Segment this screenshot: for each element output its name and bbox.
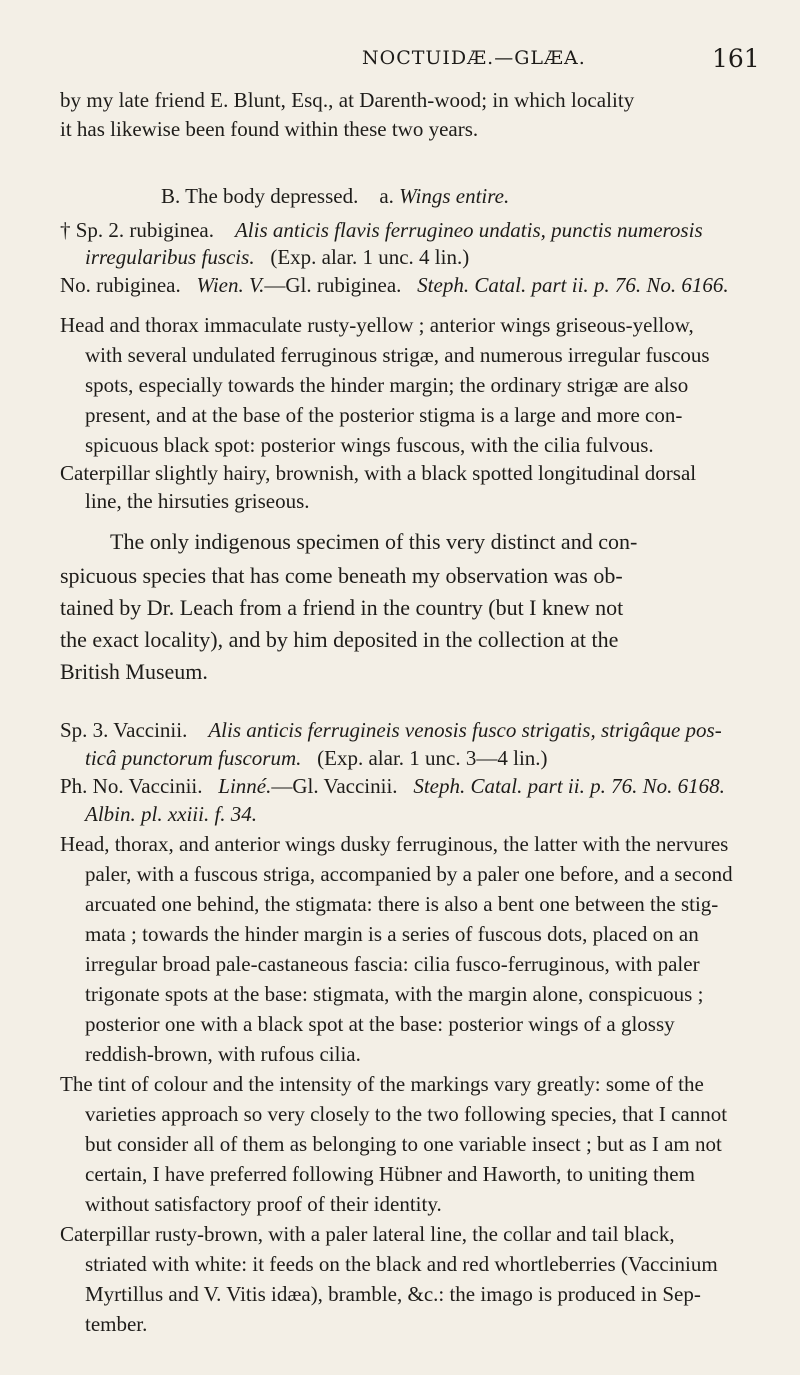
text-line: by my late friend E. Blunt, Esq., at Darenth-wood; in which locality	[60, 88, 635, 112]
synonymy-line: Albin. pl. xxiii. f. 34.	[85, 802, 258, 826]
running-header	[0, 44, 800, 77]
description-line: arcuated one behind, the stigmata: there is also a bent one between the stig-	[85, 892, 719, 916]
description-line: with several undulated ferruginous strigæ, and numerous irregular fuscous	[85, 343, 710, 367]
note-line: the exact locality), and by him deposited in the collection at the	[60, 627, 619, 652]
section-heading: B. The body depressed. a. Wings entire.	[161, 184, 510, 208]
remark-line: certain, I have preferred following Hübner and Haworth, to uniting them	[85, 1162, 695, 1186]
description-line: paler, with a fuscous striga, accompanied by a paler one before, and a second	[85, 862, 733, 886]
species-heading-cont: irregularibus fuscis. (Exp. alar. 1 unc. 4 lin.)	[85, 245, 470, 269]
caterpillar-line: Myrtillus and V. Vitis idæa), bramble, &c.: the imago is produced in Sep-	[85, 1282, 701, 1306]
caterpillar-line: Caterpillar rusty-brown, with a paler lateral line, the collar and tail black,	[60, 1222, 675, 1246]
remark-line: The tint of colour and the intensity of the markings vary greatly: some of the	[60, 1072, 704, 1096]
description-line: posterior one with a black spot at the base: posterior wings of a glossy	[85, 1012, 675, 1036]
species-heading: † Sp. 2. rubiginea. Alis anticis flavis ferrugineo undatis, punctis numerosis	[60, 218, 703, 242]
description-line: Head and thorax immaculate rusty-yellow ; anterior wings griseous-yellow,	[60, 313, 694, 337]
caterpillar-line: striated with white: it feeds on the black and red whortleberries (Vaccinium	[85, 1252, 718, 1276]
species-heading-cont: ticâ punctorum fuscorum. (Exp. alar. 1 unc. 3—4 lin.)	[85, 746, 548, 770]
description-line: present, and at the base of the posterior stigma is a large and more con-	[85, 403, 683, 427]
note-line: tained by Dr. Leach from a friend in the country (but I knew not	[60, 595, 624, 620]
remark-line: varieties approach so very closely to the two following species, that I cannot	[85, 1102, 728, 1126]
caterpillar-line: tember.	[85, 1312, 148, 1336]
species-heading: Sp. 3. Vaccinii. Alis anticis ferrugineis venosis fusco strigatis, strigâque pos-	[60, 718, 722, 742]
synonymy-line: Ph. No. Vaccinii. Linné.—Gl. Vaccinii. Steph. Catal. part ii. p. 76. No. 6168.	[60, 774, 725, 798]
description-line: Head, thorax, and anterior wings dusky ferruginous, the latter with the nervures	[60, 832, 729, 856]
synonymy-line: No. rubiginea. Wien. V.—Gl. rubiginea. Steph. Catal. part ii. p. 76. No. 6166.	[60, 273, 729, 297]
description-line: mata ; towards the hinder margin is a series of fuscous dots, placed on an	[85, 922, 699, 946]
description-line: reddish-brown, with rufous cilia.	[85, 1042, 361, 1066]
note-line: British Museum.	[60, 659, 208, 684]
note-line: The only indigenous specimen of this very distinct and con-	[110, 529, 638, 554]
caterpillar-line: line, the hirsuties griseous.	[85, 489, 310, 513]
remark-line: but consider all of them as belonging to one variable insect ; but as I am not	[85, 1132, 722, 1156]
note-line: spicuous species that has come beneath my observation was ob-	[60, 563, 623, 588]
description-line: spicuous black spot: posterior wings fuscous, with the cilia fulvous.	[85, 433, 654, 457]
remark-line: without satisfactory proof of their identity.	[85, 1192, 442, 1216]
text-line: it has likewise been found within these two years.	[60, 117, 479, 141]
description-line: trigonate spots at the base: stigmata, with the margin alone, conspicuous ;	[85, 982, 704, 1006]
description-line: irregular broad pale-castaneous fascia: cilia fusco-ferruginous, with paler	[85, 952, 700, 976]
caterpillar-line: Caterpillar slightly hairy, brownish, with a black spotted longitudinal dorsal	[60, 461, 697, 485]
running-title: NOCTUIDÆ.—GLÆA.	[362, 47, 586, 69]
page-number: 161	[712, 44, 760, 73]
description-line: spots, especially towards the hinder margin; the ordinary strigæ are also	[85, 373, 689, 397]
